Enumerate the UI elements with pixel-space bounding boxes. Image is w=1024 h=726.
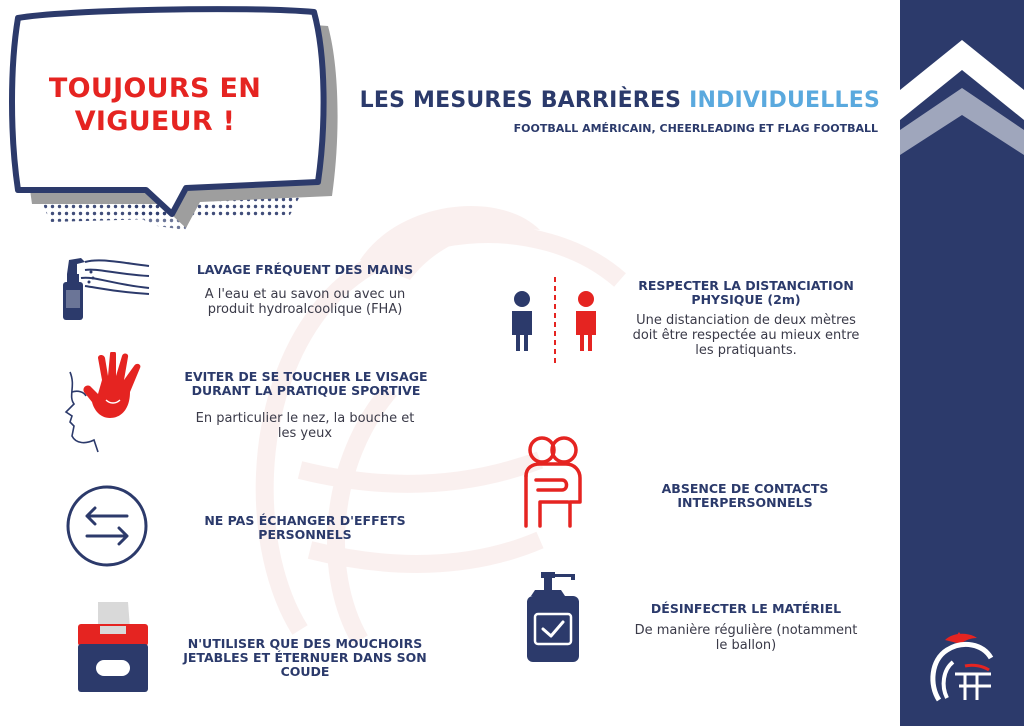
desc-line: produit hydroalcoolique (FHA)	[207, 302, 403, 317]
title-line: INTERPERSONNELS	[677, 495, 813, 510]
measure-title-tissues	[170, 637, 440, 679]
measure-desc-distancing	[615, 313, 877, 358]
desc-line: les yeux	[277, 426, 333, 441]
measure-title-hand-washing: LAVAGE FRÉQUENT DES MAINS	[196, 262, 414, 277]
callout-line-2: VIGUEUR !	[74, 106, 236, 137]
page-subtitle: FOOTBALL AMÉRICAIN, CHEERLEADING ET FLAG FOOTBALL	[513, 122, 878, 135]
title-line: RESPECTER LA DISTANCIATION	[638, 278, 854, 293]
title-line: ABSENCE DE CONTACTS	[661, 481, 829, 496]
desc-line: De manière régulière (notamment	[634, 623, 858, 638]
measure-title-no-exchange	[190, 514, 420, 542]
desc-line: Une distanciation de deux mètres	[636, 313, 856, 328]
desc-line: le ballon)	[715, 638, 777, 653]
tissue-box-icon	[74, 600, 152, 694]
measure-title-distancing	[620, 279, 872, 307]
two-persons-distance-icon	[500, 275, 610, 367]
desc-line: doit être respectée au mieux entre	[632, 328, 860, 343]
callout-line-1: TOUJOURS EN	[48, 73, 262, 104]
measure-desc-disinfect	[615, 623, 877, 653]
side-band	[900, 0, 1024, 726]
title-line: DURANT LA PRATIQUE SPORTIVE	[191, 383, 421, 398]
title-line: COUDE	[280, 664, 330, 679]
desc-line: les pratiquants.	[695, 343, 797, 358]
title-line: EVITER DE SE TOUCHER LE VISAGE	[184, 369, 428, 384]
title-line: NE PAS ÉCHANGER D'EFFETS	[204, 513, 406, 528]
desc-line: En particulier le nez, la bouche et	[195, 411, 415, 426]
measure-desc-hand-washing	[185, 287, 425, 317]
face-hand-icon	[58, 352, 158, 454]
title-line: PHYSIQUE (2m)	[691, 292, 801, 307]
measure-title-no-contact	[630, 482, 860, 510]
measure-title-face-touch	[175, 370, 437, 398]
page-title	[345, 88, 880, 113]
hug-icon	[518, 432, 588, 530]
soap-dispenser-icon	[525, 572, 587, 664]
title-line: N'UTILISER QUE DES MOUCHOIRS	[187, 636, 423, 651]
helmet-logo-icon	[925, 630, 1005, 715]
measure-desc-face-touch	[180, 411, 430, 441]
title-main: LES MESURES BARRIÈRES	[359, 88, 690, 113]
chevron-peaks-icon	[900, 0, 1024, 190]
exchange-arrows-icon	[65, 484, 149, 568]
title-accent: INDIVIDUELLES	[689, 88, 880, 113]
callout-text	[30, 72, 280, 138]
desc-line: A l'eau et au savon ou avec un	[204, 287, 406, 302]
measure-title-disinfect: DÉSINFECTER LE MATÉRIEL	[650, 601, 842, 616]
title-line: PERSONNELS	[258, 527, 352, 542]
hand-sanitizer-icon	[55, 248, 155, 324]
title-line: JETABLES ET ÉTERNUER DANS SON	[183, 650, 427, 665]
